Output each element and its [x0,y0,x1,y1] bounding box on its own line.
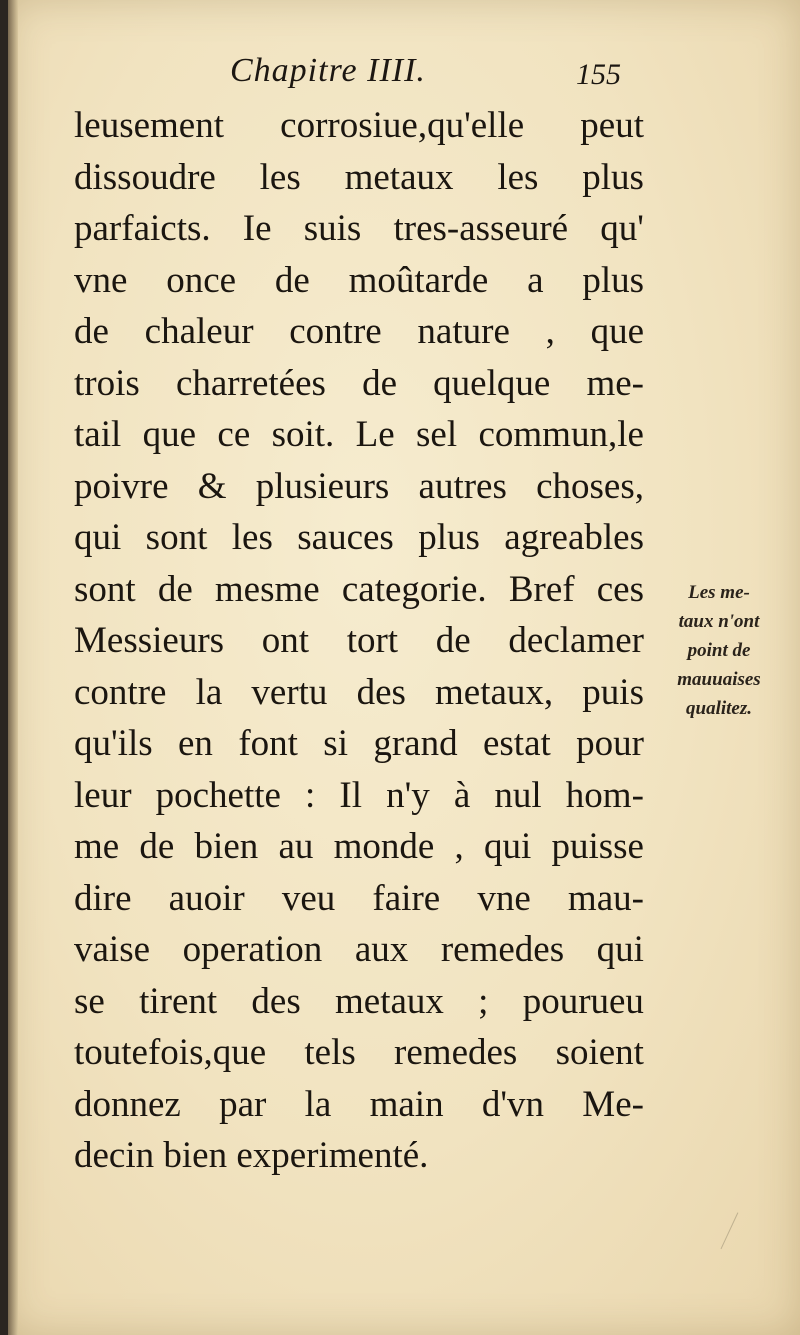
word: corrosiue,qu'elle [280,105,525,146]
text-line [74,873,644,925]
word: d'vn [481,1083,545,1125]
word: de [74,311,109,352]
text-line: decin bien experimenté. [74,1135,429,1176]
word: tirent [139,980,218,1022]
word: donnez [74,1083,181,1125]
word: de [435,620,471,661]
word: peut [580,105,644,146]
word: declamer [508,620,644,661]
word: sel [416,414,458,455]
word: leur [74,774,132,816]
page-gutter-shadow [8,0,18,1335]
text-line [74,358,644,410]
word: sauces [297,517,394,558]
word: aux [354,929,409,970]
word: trois [74,362,140,404]
marginal-note-line: taux n'ont [678,611,760,632]
word: vne [74,259,128,301]
marginal-note-line: Les me- [688,582,750,603]
word: plusieurs [255,465,390,507]
word: choses, [536,465,644,507]
word: des [356,671,406,713]
word: Me- [582,1083,644,1125]
text-line [74,615,644,667]
word: qu'ils [74,723,153,764]
word: vne [477,877,531,919]
word: soit. [271,414,335,455]
text-line [74,770,644,822]
word: vaise [74,929,151,970]
text-line [74,100,644,152]
word: de [274,259,310,301]
word: tres-asseuré [393,208,569,249]
text-line [74,255,644,307]
text-line [74,976,644,1028]
word: nul [494,774,542,816]
word: plus [418,517,480,558]
word: sont [145,517,208,558]
word: categorie. [341,568,487,610]
marginal-note [644,578,794,723]
word: pour [576,723,644,764]
word: plus [582,259,644,301]
word: a [527,259,544,301]
text-line [74,821,644,873]
word: que [142,414,197,455]
word: bien [194,826,259,867]
marginal-note-line: point de [687,640,751,661]
text-line [74,1027,644,1079]
word: remedes [440,929,565,970]
marginal-note-line: qualitez. [686,698,752,719]
word: au [278,826,314,867]
word: chaleur [144,311,254,352]
word: & [197,465,227,507]
word: qui [74,517,122,558]
word: les [497,156,539,198]
text-line [74,512,644,564]
word: toutefois,que [74,1032,267,1073]
word: operation [182,929,323,970]
word: la [304,1083,332,1125]
word: Ie [242,208,272,249]
word: contre [289,311,382,352]
body-text [74,100,644,1182]
word: puisse [551,826,644,867]
text-line [74,564,644,616]
word: suis [303,208,362,249]
word: veu [281,877,336,919]
word: : [305,774,316,816]
word: si [323,723,348,764]
word: la [195,671,223,713]
word: commun,le [478,414,644,455]
text-line [74,306,644,358]
word: pochette [155,774,281,816]
text-line [74,718,644,770]
word: mau- [567,877,644,919]
word: dissoudre [74,156,216,198]
word: Bref [508,568,575,610]
word: contre [74,671,167,713]
word: me [74,826,120,867]
word: ces [596,568,644,610]
word: tels [304,1032,356,1073]
word: mesme [214,568,320,610]
word: moûtarde [348,259,489,301]
word: plus [582,156,644,198]
word: once [166,259,237,301]
word: de [157,568,193,610]
word: font [238,723,298,764]
text-line [74,203,644,255]
word: hom- [565,774,644,816]
word: autres [418,465,507,507]
word: vertu [251,671,328,713]
text-line [74,409,644,461]
word: puis [582,671,644,713]
text-line [74,924,644,976]
word: , [545,311,555,352]
word: ; [478,980,489,1022]
word: qui [596,929,644,970]
word: , [454,826,464,867]
word: quelque [433,362,551,404]
word: faire [372,877,441,919]
word: de [139,826,175,867]
page-number: 155 [576,58,621,91]
word: agreables [504,517,644,558]
word: qui [483,826,532,867]
text-line [74,667,644,719]
word: monde [333,826,435,867]
word: Messieurs [74,620,225,661]
word: tail [74,414,122,455]
text-line [74,152,644,204]
word: main [369,1083,444,1125]
word: que [590,311,644,352]
word: charretées [175,362,326,404]
word: grand [373,723,458,764]
text-line [74,461,644,513]
word: parfaicts. [74,208,211,249]
word: n'y [386,774,430,816]
word: Il [339,774,363,816]
word: poivre [74,465,169,507]
paper-mark [721,1212,757,1257]
word: tort [346,620,399,661]
word: Le [355,414,395,455]
text-line [74,1079,644,1131]
word: qu' [600,208,644,249]
word: sont [74,568,136,610]
word: par [219,1083,267,1125]
word: metaux [344,156,454,198]
chapter-title: Chapitre IIII. [230,52,426,89]
word: dire [74,877,132,919]
word: remedes [394,1032,518,1073]
word: estat [482,723,551,764]
word: de [362,362,397,404]
word: des [251,980,301,1022]
marginal-note-line: mauuaises [677,669,761,690]
word: ont [261,620,310,661]
word: ce [217,414,251,455]
running-head [8,52,800,102]
word: en [178,723,213,764]
word: pourueu [522,980,644,1022]
word: les [259,156,301,198]
word: les [231,517,273,558]
word: me- [586,362,644,404]
word: à [453,774,471,816]
word: nature [417,311,510,352]
word: auoir [168,877,245,919]
word: se [74,980,105,1022]
word: metaux [335,980,444,1022]
word: leusement [74,105,225,146]
book-page [8,0,800,1335]
word: soient [555,1032,644,1073]
word: metaux, [435,671,554,713]
